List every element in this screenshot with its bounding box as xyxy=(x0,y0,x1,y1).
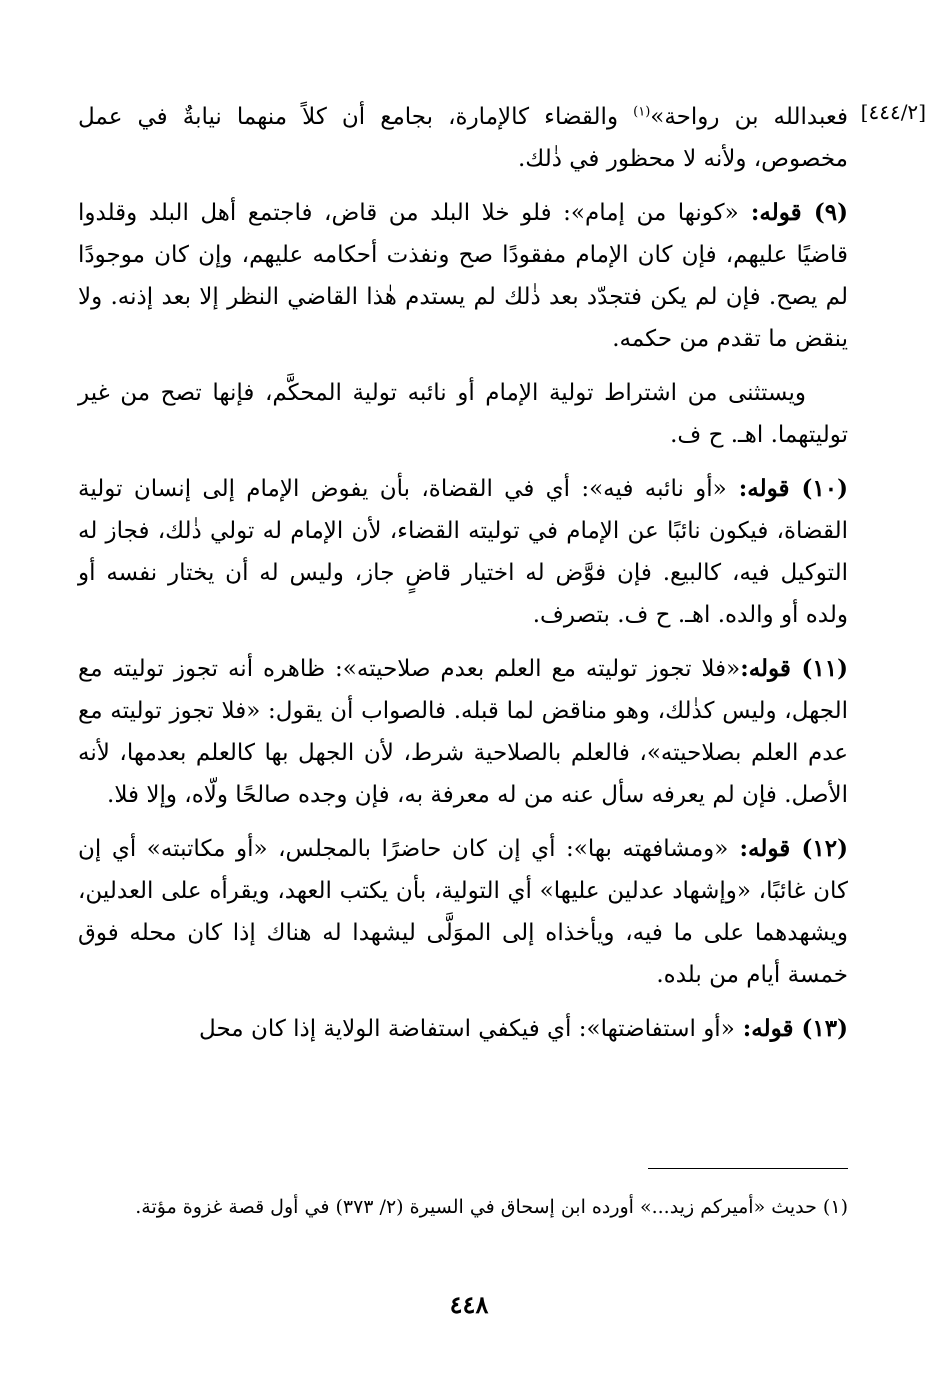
text-run: «ومشافهته بها»: أي إن كان حاضرًا بالمجلس، «أو مكاتبته» أي إن كان غائبًا، «وإشهاد عدلين عليها» أي التولية، بأن يكتب العهد، ويقرأه على العدلين، ويشهدهما على ما فيه، ويأخذاه إلى الموَلَّى ليشهدا له هناك إذا كان محله فوق خمسة أيام من بلده. xyxy=(78,836,848,988)
text-run: «كونها من إمام»: فلو خلا البلد من قاض، فاجتمع أهل البلد وقلدوا قاضيًا عليهم، فإن كان الإمام مفقودًا صح ونفذت أحكامه عليهم، وإن كان موجودًا لم يصح. فإن لم يكن فتجدّد بعد ذٰلك لم يستدم هٰذا القاضي النظر إلا بعد إذنه. ولا ينقض ما تقدم من حكمه. xyxy=(78,200,848,352)
text-run: «أو استفاضتها»: أي فيكفي استفاضة الولاية إذا كان محل xyxy=(199,1016,735,1042)
text-run: ويستثنى من اشتراط تولية الإمام أو نائبه تولية المحكَّم، فإنها تصح من غير توليتهما. اهـ. ح ف. xyxy=(78,380,848,448)
note-heading: (٩) قوله: xyxy=(738,199,848,226)
text-run: فعبدالله بن رواحة» xyxy=(650,104,848,130)
footnote-marker: (١) xyxy=(633,104,651,120)
paragraph-4 xyxy=(78,468,848,636)
paragraph-2 xyxy=(78,192,848,360)
text-run: «أو نائبه فيه»: أي في القضاة، بأن يفوض الإمام إلى إنسان تولية القضاة، فيكون نائبًا عن الإمام في توليته القضاء، لأن الإمام له تولي ذٰلك، فجاز له التوكيل فيه، كالبيع. فإن فوَّض له اختيار قاضٍ جاز، وليس له أن يختار نفسه أو ولده أو والده. اهـ. ح ف. بتصرف. xyxy=(78,476,848,628)
footnote-1: (١) حديث «أميركم زيد...» أورده ابن إسحاق في السيرة (٢/ ٣٧٣) في أول قصة غزوة مؤتة. xyxy=(135,1196,848,1218)
paragraph-6 xyxy=(78,828,848,996)
note-heading: (١٢) قوله: xyxy=(728,835,848,862)
footnotes xyxy=(78,1188,848,1238)
paragraph-1 xyxy=(78,96,848,180)
body-text xyxy=(78,96,848,1062)
footnote-separator xyxy=(648,1168,848,1169)
note-heading: (١١) قوله: xyxy=(740,655,848,682)
margin-reference: [٤٤٤/٢] xyxy=(860,100,926,124)
paragraph-7 xyxy=(78,1008,848,1050)
paragraph-3 xyxy=(78,372,848,456)
text-run: والقضاء كالإمارة، بجامع أن كلاً منهما نيابةٌ في عمل مخصوص، ولأنه لا محظور في ذٰلك. xyxy=(78,104,848,172)
text-run: «فلا تجوز توليته مع العلم بعدم صلاحيته»: ظاهره أنه تجوز توليته مع الجهل، وليس كذٰلك، وهو مناقض لما قبله. فالصواب أن يقول: «فلا تجوز توليته مع عدم العلم بصلاحيته»، فالعلم بالصلاحية شرط، لأن الجهل بها كالعلم بعدمها، لأنه الأصل. فإن لم يعرفه سأل عنه من له معرفة به، فإن وجده صالحًا ولّاه، وإلا فلا. xyxy=(78,656,848,808)
note-heading: (١٠) قوله: xyxy=(726,475,848,502)
paragraph-5 xyxy=(78,648,848,816)
note-heading: (١٣) قوله: xyxy=(734,1015,848,1042)
page-number: ٤٤٨ xyxy=(449,1290,489,1319)
